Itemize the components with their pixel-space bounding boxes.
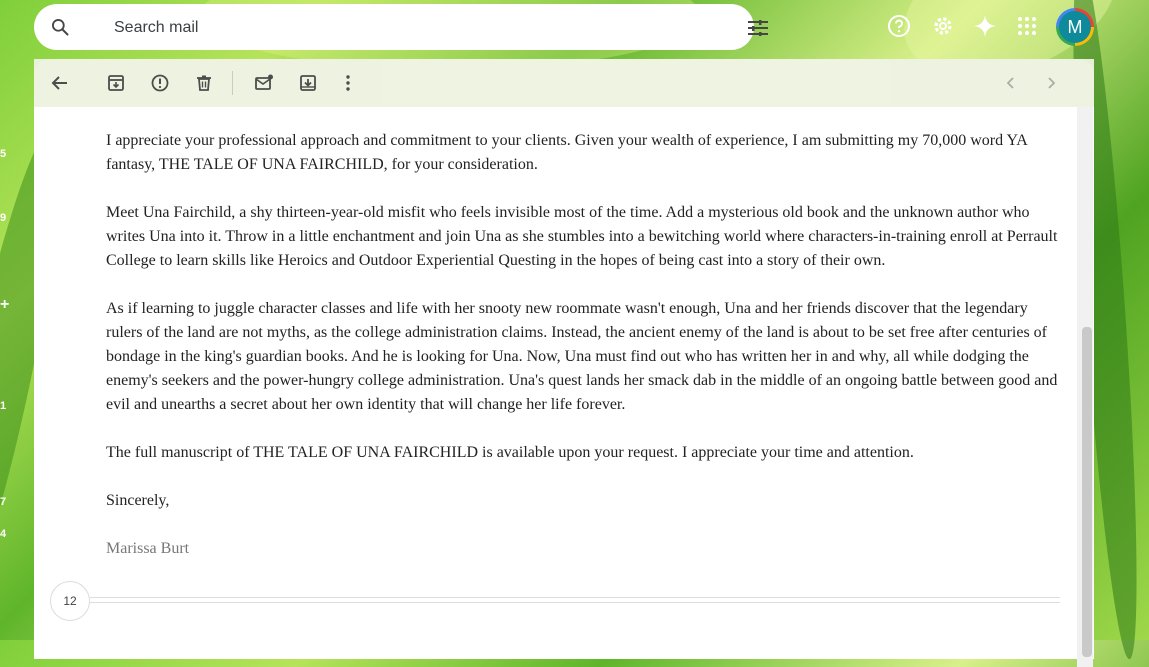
email-closing: Sincerely, [106, 492, 170, 509]
left-rail-count: 5 [0, 148, 7, 160]
chevron-left-icon[interactable] [1001, 73, 1021, 93]
left-rail-count: 7 [0, 496, 7, 508]
chevron-right-icon[interactable] [1041, 73, 1061, 93]
search-bar [34, 4, 754, 50]
back-arrow-icon[interactable] [50, 73, 70, 93]
email-paragraph: The full manuscript of THE TALE OF UNA FAIRCHILD is available upon your request. I appreciate your time and attention. [106, 444, 914, 461]
collapsed-thread-divider [90, 597, 1060, 603]
search-options-icon[interactable] [748, 20, 768, 36]
email-paragraph: I appreciate your professional approach and commitment to your clients. Given your wealth of experience, I am submitting my 70,000 word YA fantasy, THE TALE OF UNA FAIRCHILD, for your consideration. [106, 132, 1027, 173]
left-rail-count: 1 [0, 400, 7, 412]
report-spam-icon[interactable] [150, 73, 170, 93]
email-paragraph: As if learning to juggle character classes and life with her snooty new roommate wasn't enough, Una and her friends discover that the legendary rulers of the land are not myths, as the college administration claims. Instead, the ancient enemy of the land is about to be set free after centuries of bondage in the king's guardian books. And he is looking for Una. Now, Una must find out who has written her in and why, all while dodging the enemy's seekers and the power-hungry college administration. Una's quest lands her smack dab in the middle of an ongoing battle between good and evil and unearths a secret about her own identity that will change her life forever. [106, 300, 1058, 413]
scrollbar-thumb[interactable] [1082, 327, 1092, 657]
toolbar-divider [232, 71, 233, 95]
email-signature: Marissa Burt [106, 540, 190, 557]
search-input[interactable] [112, 14, 716, 42]
avatar-initial: M [1059, 11, 1091, 43]
help-icon[interactable] [887, 14, 911, 38]
collapsed-messages-count[interactable]: 12 [50, 581, 90, 621]
left-rail-add[interactable]: + [0, 296, 10, 313]
gemini-sparkle-icon[interactable] [973, 14, 997, 38]
account-avatar[interactable] [1056, 8, 1094, 46]
more-options-icon[interactable] [338, 73, 358, 93]
mail-panel [34, 59, 1094, 659]
left-rail-count: 9 [0, 212, 7, 224]
email-body [106, 129, 1066, 585]
move-to-icon[interactable] [298, 73, 318, 93]
search-icon[interactable] [50, 17, 70, 37]
archive-icon[interactable] [106, 73, 126, 93]
email-paragraph: Meet Una Fairchild, a shy thirteen-year-old misfit who feels invisible most of the time. Add a mysterious old book and the unknown author who writes Una into it. Throw in a little enchantment and join Una as she stumbles into a bewitching world where characters-in-training enroll at Perrault College to learn skills like Heroics and Outdoor Experiential Questing in the hopes of being cast into a story of their own. [106, 204, 1058, 269]
left-rail-count: 4 [0, 528, 7, 540]
mark-unread-icon[interactable] [254, 73, 274, 93]
message-toolbar [34, 59, 1094, 107]
apps-grid-icon[interactable] [1015, 14, 1039, 38]
settings-gear-icon[interactable] [931, 14, 955, 38]
delete-trash-icon[interactable] [194, 73, 214, 93]
